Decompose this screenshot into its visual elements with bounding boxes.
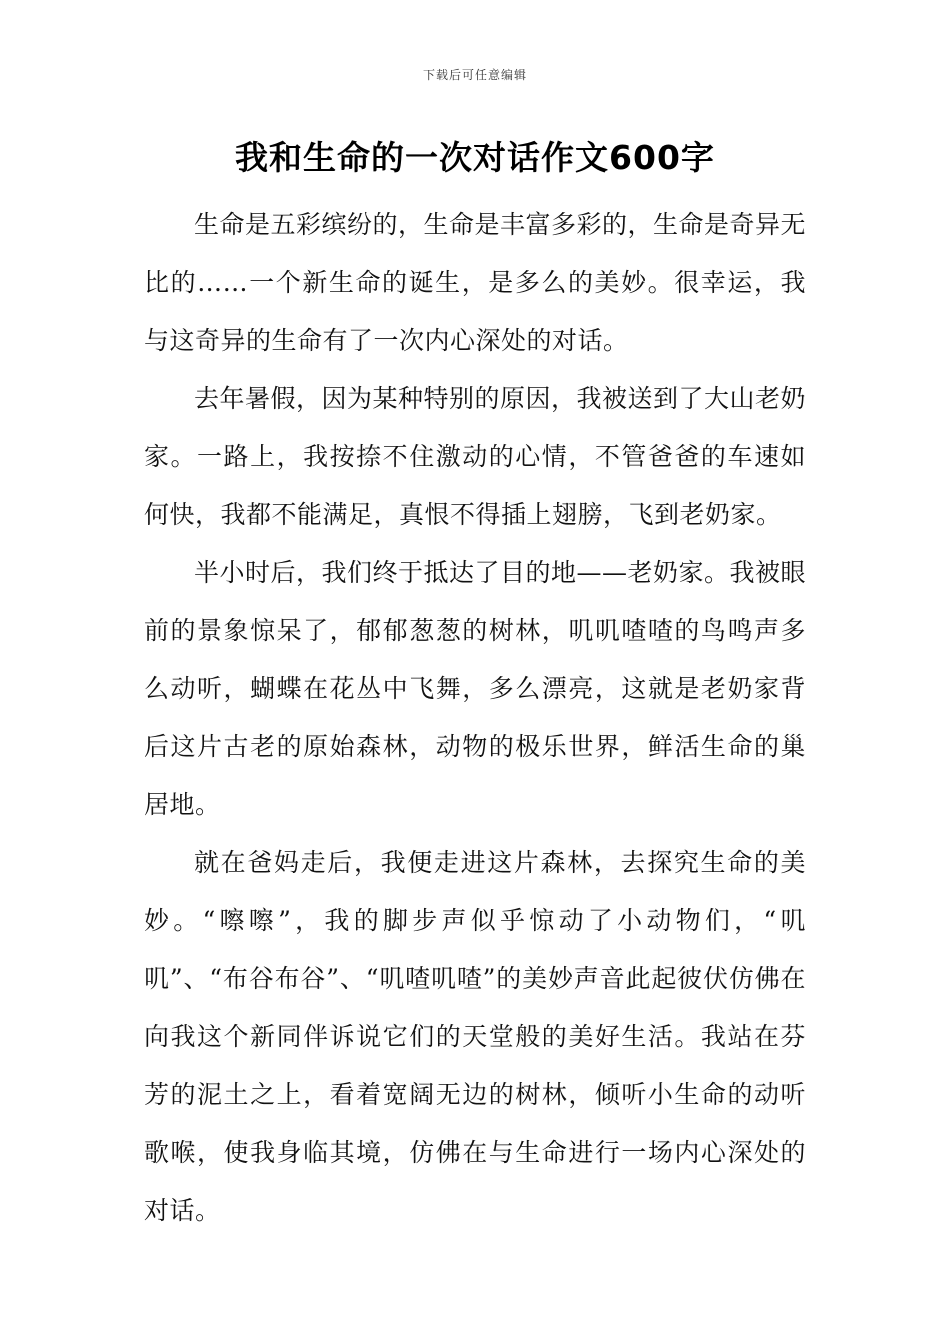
header-note: 下载后可任意编辑	[422, 68, 527, 82]
paragraph-1: 生命是五彩缤纷的，生命是丰富多彩的，生命是奇异无比的……一个新生命的诞生，是多么的美妙。很幸运，我与这奇异的生命有了一次内心深处的对话。	[144, 210, 807, 355]
document-title: 我和生命的一次对话作文600字	[235, 138, 715, 177]
document-body	[144, 196, 806, 1240]
paragraph-4: 就在爸妈走后，我便走进这片森林，去探究生命的美妙。“嚓嚓”，我的脚步声似乎惊动了小动物们，“叽叽”、“布谷布谷”、“叽喳叽喳”的美妙声音此起彼伏仿佛在向我这个新同伴诉说它们的天堂般的美好生活。我站在芬芳的泥土之上，看着宽阔无边的树林，倾听小生命的动听歌喉，使我身临其境，仿佛在与生命进行一场内心深处的对话。	[144, 848, 806, 1225]
paragraph-2: 去年暑假，因为某种特别的原因，我被送到了大山老奶家。一路上，我按捺不住激动的心情，不管爸爸的车速如何快，我都不能满足，真恨不得插上翅膀，飞到老奶家。	[144, 384, 807, 529]
paragraph-3: 半小时后，我们终于抵达了目的地——老奶家。我被眼前的景象惊呆了，郁郁葱葱的树林，叽叽喳喳的鸟鸣声多么动听，蝴蝶在花丛中飞舞，多么漂亮，这就是老奶家背后这片古老的原始森林，动物的极乐世界，鲜活生命的巢居地。	[144, 558, 807, 819]
